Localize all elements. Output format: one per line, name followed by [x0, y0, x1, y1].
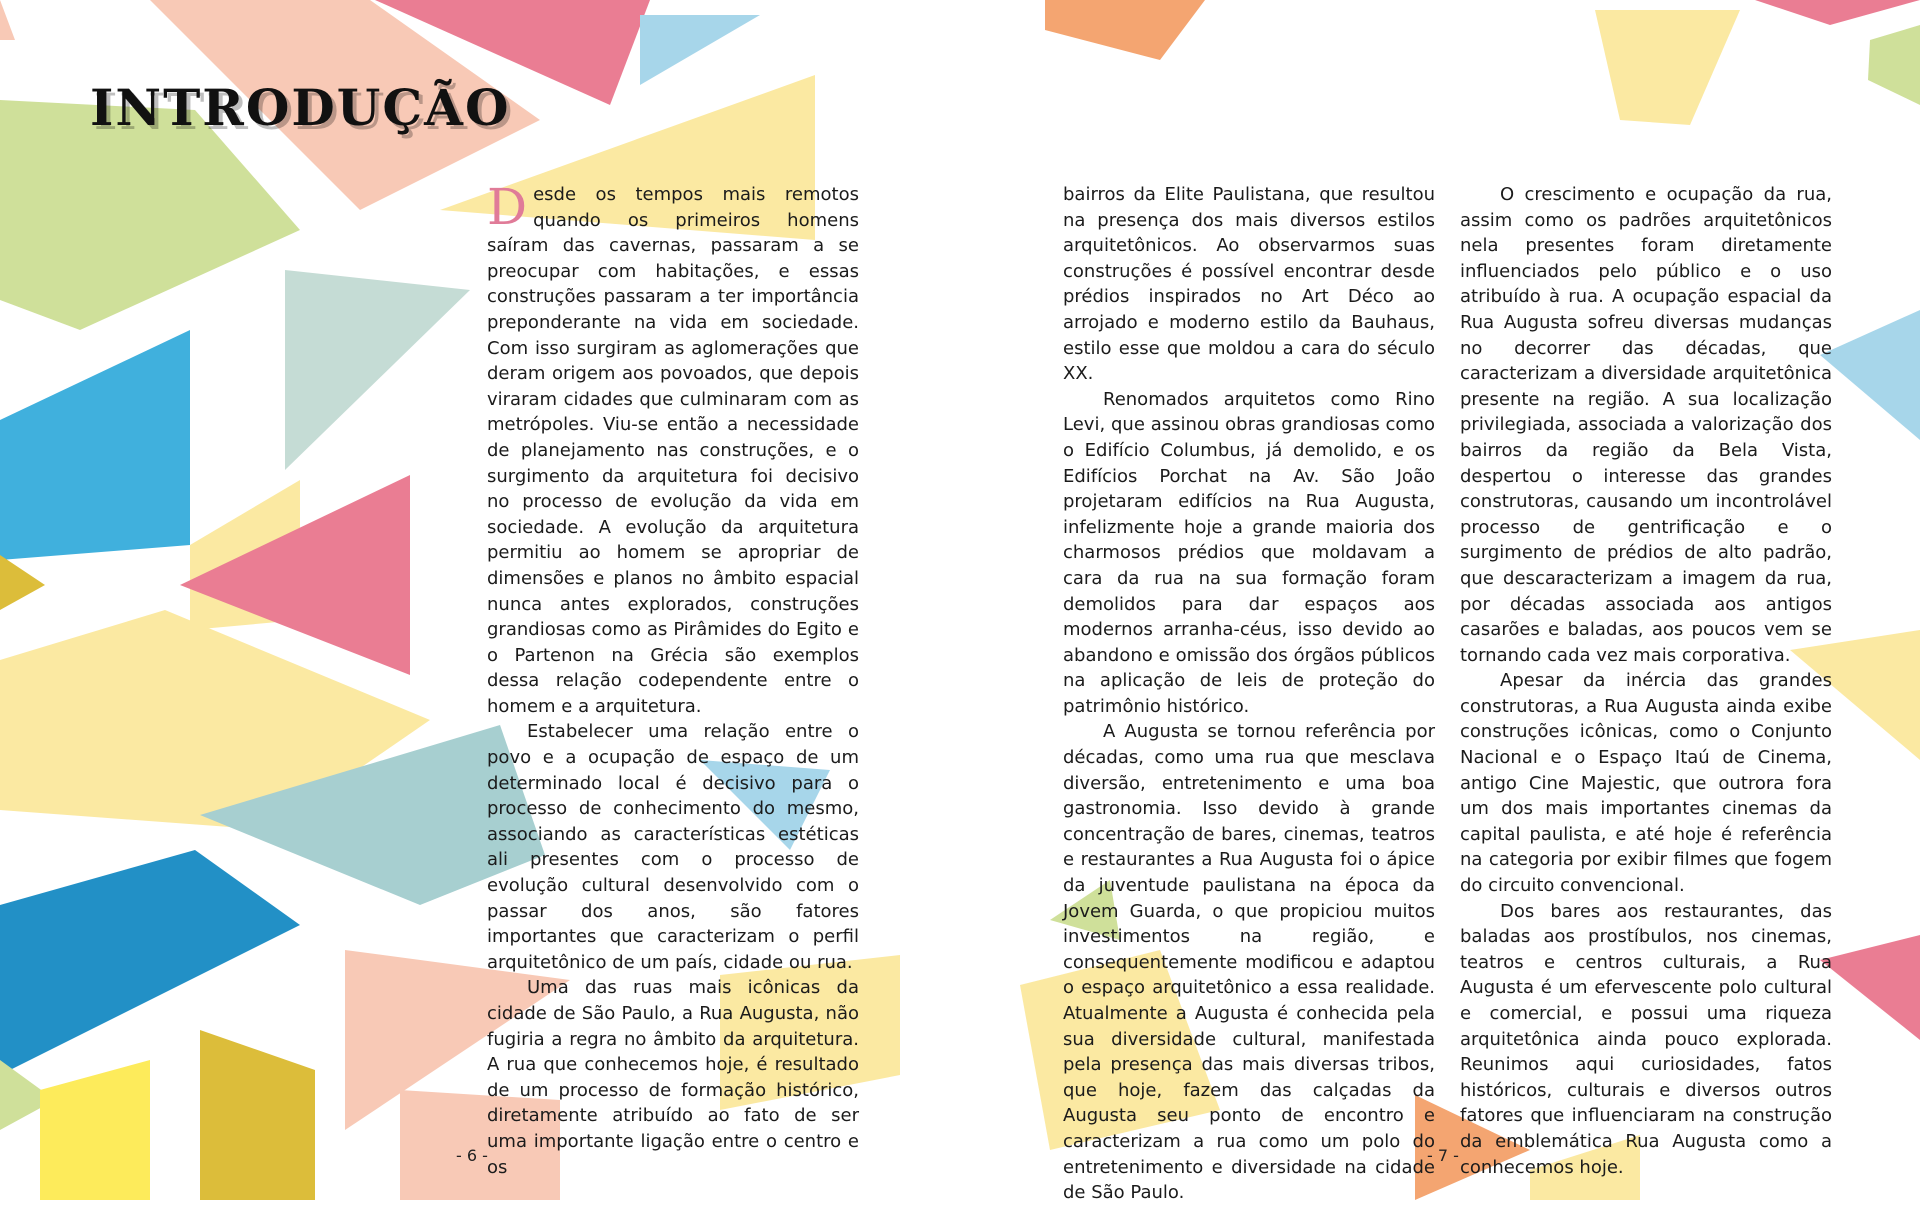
paragraph: Uma das ruas mais icônicas da cidade de São Paulo, a Rua Augusta, não fugiria a regra no âmbito da arquitetura. A rua que conhecemos hoje, é resultado de um processo de formação histórico, diretamente atribuído ao fato de ser uma importante ligação entre o centro e os [487, 977, 859, 1178]
shape-gold-bottom [200, 1030, 315, 1200]
shape-darkblue-left [0, 850, 300, 1075]
paragraph: Desde os tempos mais remotos quando os primeiros homens saíram das cavernas, passaram a se preocupar com habitações, e essas construções passaram a ter importância preponderante na vida em sociedade. Com isso surgiram as aglomerações que deram origem aos povoados, que depois viraram cidades que culminaram com as metrópoles. Viu-se então a necessidade de planejamento nas construções, e o surgimento da arquitetura foi decisivo no processo de evolução da vida em sociedade. A evolução da arquitetura permitiu ao homem se apropriar de dimensões e planos no âmbito espacial nunca antes explorados, construções grandiosas como as Pirâmides do Egito e o Partenon na Grécia são exemplos dessa relação codependente entre o homem e a arquitetura. [487, 178, 859, 717]
shape-yellow-rtop [1595, 10, 1740, 125]
left-text-column [487, 178, 859, 1180]
shape-gold-left [0, 555, 45, 610]
shape-lime-rtop [1868, 25, 1920, 105]
right-text-column-1 [1063, 182, 1435, 1206]
drop-cap: D [487, 178, 528, 236]
shape-orange-top [1045, 0, 1205, 60]
page-number-right: - 7 - [1427, 1146, 1459, 1165]
right-text-column-2 [1460, 182, 1832, 1180]
paragraph: Dos bares aos restaurantes, das baladas aos prostíbulos, nos cinemas, teatros e centros culturais, a Rua Augusta é um efervescente polo cultural e comercial, e possui uma riqueza arquitetônica ainda pouco explorada. Reunimos aqui curiosidades, fatos históricos, culturais e diversos outros fatores que influenciaram na construção da emblemática Rua Augusta como a conhecemos hoje. [1460, 900, 1832, 1178]
shape-pink-rlow [1820, 935, 1920, 1040]
paragraph: A Augusta se tornou referência por décadas, como uma rua que mesclava diversão, entretenimento e uma boa gastronomia. Isso devido à grande concentração de bares, cinemas, teatros e restaurantes a Rua Augusta foi o ápice da juventude paulistana na época da Jovem Guarda, o que propiciou muitos investimentos na região, e consequentemente modificou e adaptou o espaço arquitetônico a essa realidade. Atualmente a Augusta é conhecida pela sua diversidade cultural, manifestada pela presença das mais diversas tribos, que hoje, fazem das calçadas da Augusta seu ponto de encontro e caracterizam a rua como um polo do entretenimento e diversidade na cidade de São Paulo. [1063, 721, 1435, 1204]
shape-lightblue-top [640, 15, 760, 85]
paragraph: Estabelecer uma relação entre o povo e a ocupação de espaço de um determinado local é decisivo para o processo de conhecimento do mesmo, associando as características estéticas ali presentes com o processo de evolução cultural desenvolvido com o passar dos anos, são fatores importantes que caracterizam o perfil arquitetônico de um país, cidade ou rua. [487, 721, 859, 973]
shape-peach-mid [0, 0, 15, 40]
paragraph: Renomados arquitetos como Rino Levi, que assinou obras grandiosas como o Edifício Columbus, já demolido, e os Edifícios Porchat na Av. São João projetaram edifícios na Rua Augusta, infelizmente hoje a grande maioria dos charmosos prédios que moldavam a cara da rua na sua formação foram demolidos para dar espaços aos modernos arranha-céus, isso devido ao abandono e omissão dos órgãos públicos na aplicação de leis de proteção do patrimônio histórico. [1063, 388, 1435, 717]
shape-brightyellow-bottom [40, 1060, 150, 1200]
shape-sage-mid [285, 270, 470, 470]
shape-blue-left [0, 330, 190, 560]
paragraph: bairros da Elite Paulistana, que resultou na presença dos mais diversos estilos arquitetônicos. Ao observarmos suas construções é possível encontrar desde prédios inspirados no Art Déco ao arrojado e moderno estilo da Bauhaus, estilo esse que moldou a cara do século XX. [1063, 184, 1435, 385]
paragraph: O crescimento e ocupação da rua, assim como os padrões arquitetônicos nela presentes foram diretamente influenciados pelo público e o uso atribuído à rua. A ocupação espacial da Rua Augusta sofreu diversas mudanças no decorrer das décadas, que caracterizam a diversidade arquitetônica presente na região. A sua localização privilegiada, associada a valorização dos bairros da região da Bela Vista, despertou o interesse das grandes construtoras, causando um incontrolável processo de gentrificação e o surgimento de prédios de alto padrão, que descaracterizam a imagem da rua, por décadas associada aos antigos casarões e baladas, aos poucos vem se tornando cada vez mais corporativa. [1460, 184, 1832, 666]
page-number-left: - 6 - [456, 1146, 488, 1165]
shape-pink-rtop [1755, 0, 1920, 25]
page-title: INTRODUÇÃO [90, 78, 511, 137]
paragraph: Apesar da inércia das grandes construtoras, a Rua Augusta ainda exibe construções icônicas, como o Conjunto Nacional e o Espaço Itaú de Cinema, antigo Cine Majestic, que outrora fora um dos mais importantes cinemas da capital paulista, e até hoje é referência na categoria por exibir filmes que fogem do circuito convencional. [1460, 670, 1832, 897]
shape-lightblue-right [1820, 310, 1920, 440]
